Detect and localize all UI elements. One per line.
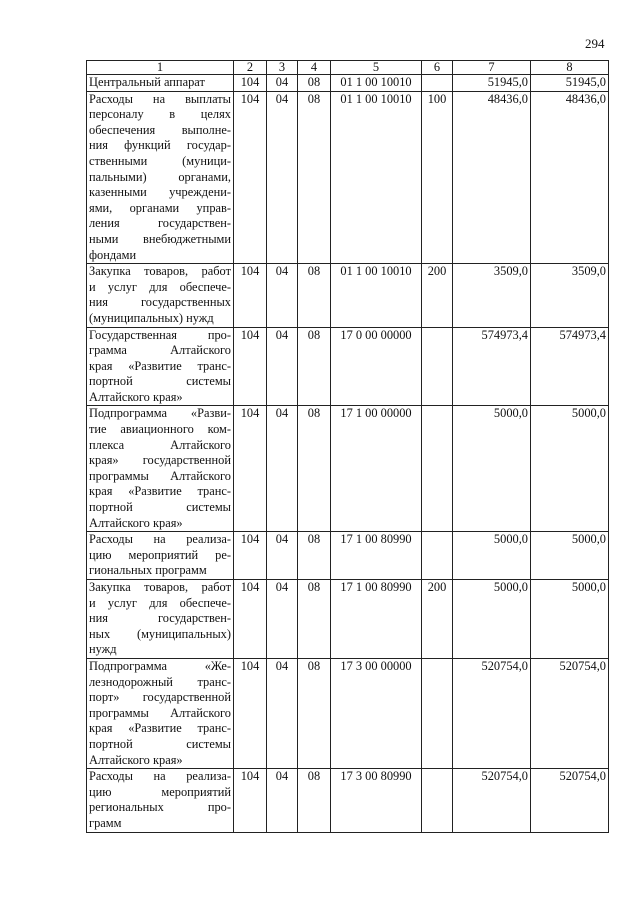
table-row (87, 658, 609, 768)
row-name-line: портной системы (89, 736, 231, 751)
row-name-line: края «Развитие транс- (89, 358, 231, 373)
row-name-cell (87, 580, 234, 659)
expense-type-cell: 200 (422, 264, 453, 327)
row-name-line: Центральный аппарат (89, 75, 205, 89)
section-cell: 104 (234, 327, 267, 406)
amount-total-cell: 48436,0 (531, 91, 609, 264)
section-cell: 104 (234, 75, 267, 92)
expense-type-cell: 100 (422, 91, 453, 264)
table-header-row (87, 61, 609, 75)
row-name-cell (87, 91, 234, 264)
table-row (87, 769, 609, 832)
table-body (87, 75, 609, 833)
row-name-cell (87, 769, 234, 832)
section-cell: 104 (234, 264, 267, 327)
table-row (87, 406, 609, 532)
row-name-line: казенными учреждени- (89, 185, 231, 200)
row-name-line: ния государственных (89, 295, 231, 310)
column-header: 4 (298, 61, 331, 75)
amount-total-cell: 520754,0 (531, 769, 609, 832)
amount-total-cell: 574973,4 (531, 327, 609, 406)
amount-cell: 574973,4 (453, 327, 531, 406)
row-name-line: края «Развитие транс- (89, 721, 231, 736)
amount-cell: 5000,0 (453, 406, 531, 532)
column-header: 2 (234, 61, 267, 75)
target-article-cell: 17 1 00 00000 (331, 406, 422, 532)
amount-total-cell: 3509,0 (531, 264, 609, 327)
subsection-2-cell: 08 (298, 769, 331, 832)
subsection-2-cell: 08 (298, 91, 331, 264)
row-name-line: ления государствен- (89, 216, 231, 231)
row-name-line: и услуг для обеспече- (89, 595, 231, 610)
row-name-line: грамма Алтайского (89, 343, 231, 358)
expense-type-cell (422, 75, 453, 92)
table-row (87, 532, 609, 580)
row-name-line: программы Алтайского (89, 705, 231, 720)
section-cell: 104 (234, 532, 267, 580)
section-cell: 104 (234, 769, 267, 832)
row-name-line: Закупка товаров, работ (89, 264, 231, 279)
subsection-2-cell: 08 (298, 580, 331, 659)
subsection-2-cell: 08 (298, 658, 331, 768)
target-article-cell: 17 0 00 00000 (331, 327, 422, 406)
amount-cell: 520754,0 (453, 658, 531, 768)
amount-cell: 3509,0 (453, 264, 531, 327)
row-name-cell (87, 327, 234, 406)
row-name-line: Алтайского края» (89, 515, 183, 530)
amount-total-cell: 51945,0 (531, 75, 609, 92)
column-header: 5 (331, 61, 422, 75)
row-name-line: Алтайского края» (89, 752, 183, 767)
column-header: 6 (422, 61, 453, 75)
subsection-cell: 04 (267, 769, 298, 832)
table-row (87, 580, 609, 659)
target-article-cell: 01 1 00 10010 (331, 264, 422, 327)
row-name-line: порт» государственной (89, 690, 231, 705)
row-name-line: персоналу в целях (89, 107, 231, 122)
row-name-cell (87, 264, 234, 327)
amount-total-cell: 5000,0 (531, 406, 609, 532)
section-cell: 104 (234, 580, 267, 659)
subsection-2-cell: 08 (298, 264, 331, 327)
expense-type-cell (422, 406, 453, 532)
target-article-cell: 17 1 00 80990 (331, 580, 422, 659)
table-row (87, 75, 609, 92)
budget-table (86, 60, 609, 833)
target-article-cell: 01 1 00 10010 (331, 91, 422, 264)
row-name-line: цию мероприятий (89, 784, 231, 799)
row-name-line: ственными (муници- (89, 153, 231, 168)
target-article-cell: 01 1 00 10010 (331, 75, 422, 92)
subsection-2-cell: 08 (298, 327, 331, 406)
row-name-line: края «Развитие транс- (89, 484, 231, 499)
section-cell: 104 (234, 406, 267, 532)
row-name-line: гиональных программ (89, 563, 207, 578)
subsection-cell: 04 (267, 91, 298, 264)
row-name-line: Закупка товаров, работ (89, 580, 231, 594)
expense-type-cell: 200 (422, 580, 453, 659)
amount-total-cell: 5000,0 (531, 580, 609, 659)
row-name-line: портной системы (89, 374, 231, 389)
row-name-line: нужд (89, 642, 117, 657)
page-number: 294 (585, 36, 605, 51)
expense-type-cell (422, 532, 453, 580)
row-name-cell (87, 658, 234, 768)
row-name-line: ями, органами управ- (89, 200, 231, 215)
expense-type-cell (422, 769, 453, 832)
row-name-line: и услуг для обеспече- (89, 279, 231, 294)
row-name-line: плекса Алтайского (89, 437, 231, 452)
amount-total-cell: 520754,0 (531, 658, 609, 768)
subsection-cell: 04 (267, 406, 298, 532)
subsection-cell: 04 (267, 658, 298, 768)
row-name-line: портной системы (89, 500, 231, 515)
column-header: 3 (267, 61, 298, 75)
subsection-2-cell: 08 (298, 532, 331, 580)
amount-total-cell: 5000,0 (531, 532, 609, 580)
row-name-cell (87, 406, 234, 532)
row-name-line: ными внебюджетными (89, 231, 231, 246)
expense-type-cell (422, 658, 453, 768)
row-name-line: Расходы на реализа- (89, 532, 231, 547)
row-name-line: Алтайского края» (89, 389, 183, 404)
row-name-line: лезнодорожный транс- (89, 674, 231, 689)
section-cell: 104 (234, 91, 267, 264)
subsection-2-cell: 08 (298, 75, 331, 92)
row-name-line: цию мероприятий ре- (89, 547, 231, 562)
row-name-line: тие авиационного ком- (89, 422, 231, 437)
amount-cell: 5000,0 (453, 580, 531, 659)
amount-cell: 51945,0 (453, 75, 531, 92)
amount-cell: 48436,0 (453, 91, 531, 264)
target-article-cell: 17 1 00 80990 (331, 532, 422, 580)
row-name-cell (87, 75, 234, 92)
column-header: 1 (87, 61, 234, 75)
row-name-line: программы Алтайского (89, 468, 231, 483)
row-name-line: края» государственной (89, 453, 231, 468)
row-name-line: Подпрограмма «Разви- (89, 406, 231, 421)
expense-type-cell (422, 327, 453, 406)
table-row (87, 91, 609, 264)
column-header: 8 (531, 61, 609, 75)
subsection-cell: 04 (267, 532, 298, 580)
subsection-cell: 04 (267, 580, 298, 659)
subsection-cell: 04 (267, 327, 298, 406)
row-name-line: обеспечения выполне- (89, 122, 231, 137)
row-name-line: ния государствен- (89, 611, 231, 626)
amount-cell: 520754,0 (453, 769, 531, 832)
table-row (87, 264, 609, 327)
row-name-line: пальными) органами, (89, 169, 231, 184)
column-header: 7 (453, 61, 531, 75)
row-name-line: (муниципальных) нужд (89, 310, 214, 325)
target-article-cell: 17 3 00 80990 (331, 769, 422, 832)
row-name-line: региональных про- (89, 800, 231, 815)
row-name-line: Подпрограмма «Же- (89, 658, 231, 673)
section-cell: 104 (234, 658, 267, 768)
row-name-line: Государственная про- (89, 327, 231, 342)
row-name-line: Расходы на выплаты (89, 91, 231, 106)
row-name-cell (87, 532, 234, 580)
subsection-cell: 04 (267, 264, 298, 327)
target-article-cell: 17 3 00 00000 (331, 658, 422, 768)
row-name-line: фондами (89, 247, 137, 262)
row-name-line: ния функций государ- (89, 138, 231, 153)
row-name-line: грамм (89, 815, 122, 830)
subsection-2-cell: 08 (298, 406, 331, 532)
amount-cell: 5000,0 (453, 532, 531, 580)
table-row (87, 327, 609, 406)
subsection-cell: 04 (267, 75, 298, 92)
row-name-line: Расходы на реализа- (89, 769, 231, 784)
row-name-line: ных (муниципальных) (89, 626, 231, 641)
